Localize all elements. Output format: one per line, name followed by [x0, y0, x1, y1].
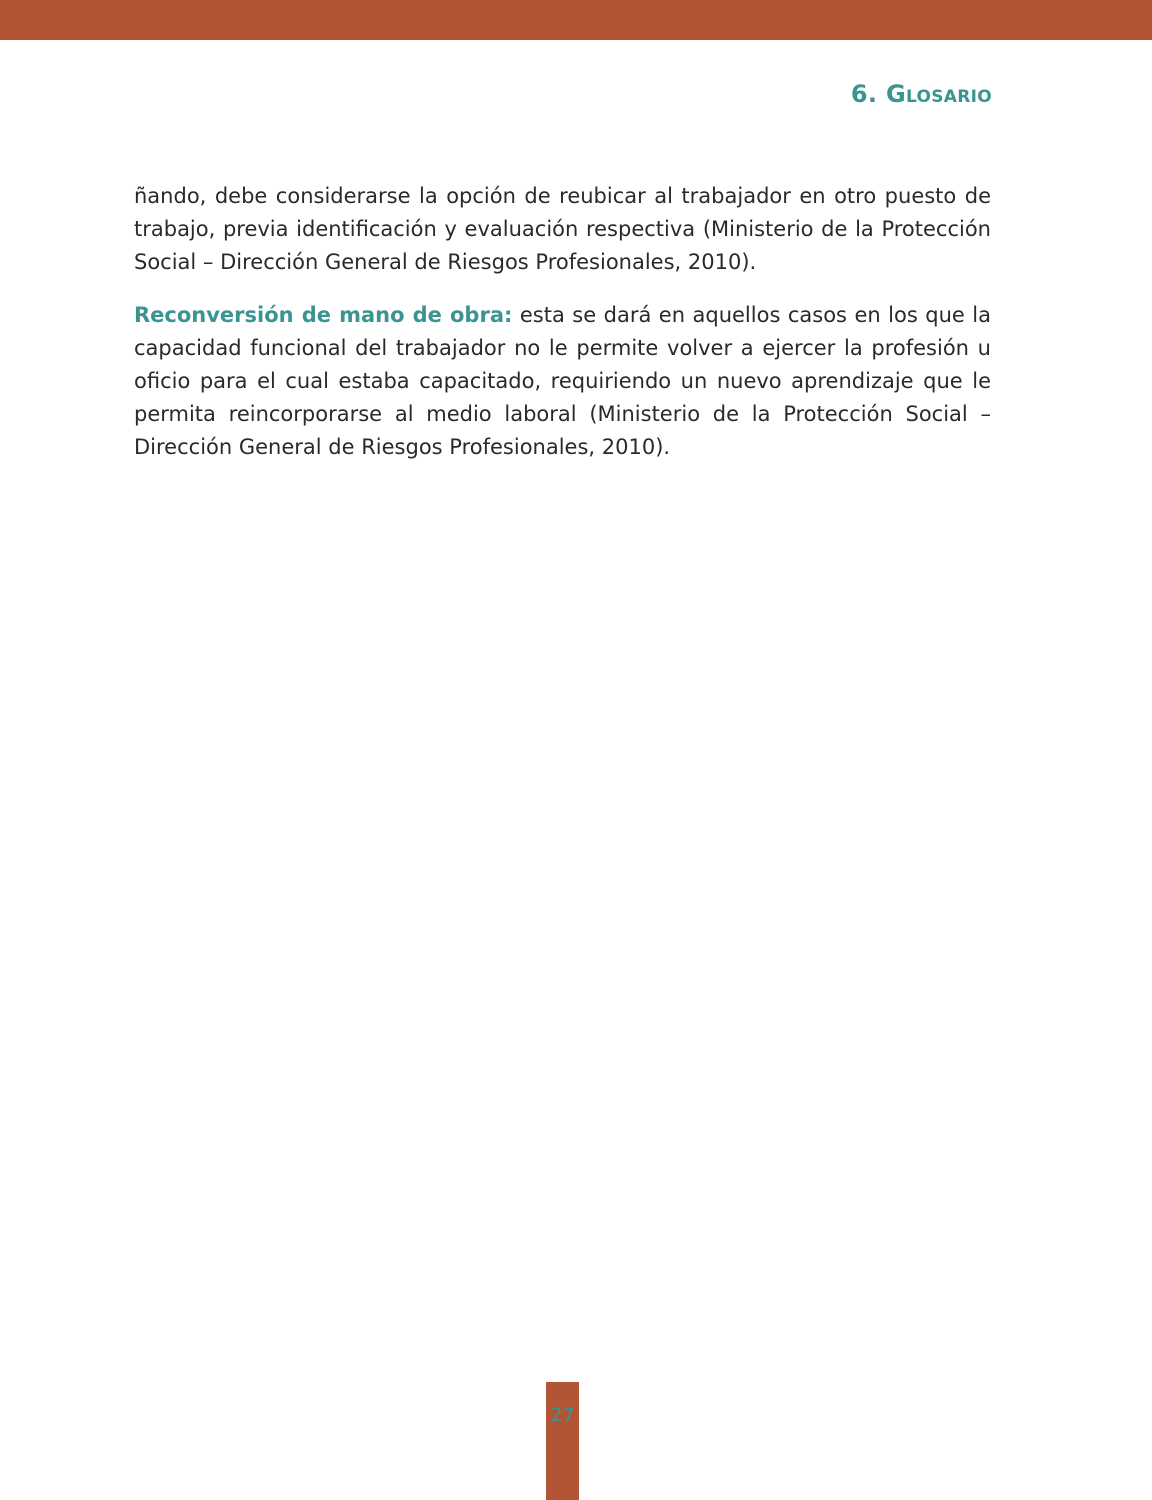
glossary-term: Reconversión de mano de obra: — [134, 303, 513, 327]
glossary-entry — [134, 299, 991, 464]
page-number: 27 — [550, 1404, 575, 1426]
paragraph-continuation: ñando, debe considerarse la opción de reubicar al trabajador en otro puesto de trabajo, previa identificación y evaluación respectiva (Ministerio de la Protección Social – Dirección General de Riesgos Profesionales, 2010). — [134, 184, 991, 274]
glossary-content — [134, 180, 991, 484]
section-title: 6. Glosario — [850, 80, 992, 108]
glossary-definition: esta se dará en aquellos casos en los que la capacidad funcional del trabajador no le permite volver a ejercer la profesión u oficio para el cual estaba capacitado, requiriendo un nuevo aprendizaje que le permita reincorporarse al medio laboral (Ministerio de la Protección Social – Dirección General de Riesgos Profesionales, 2010). — [134, 303, 991, 459]
top-color-band — [0, 0, 1152, 40]
page-number-tab — [546, 1382, 579, 1500]
